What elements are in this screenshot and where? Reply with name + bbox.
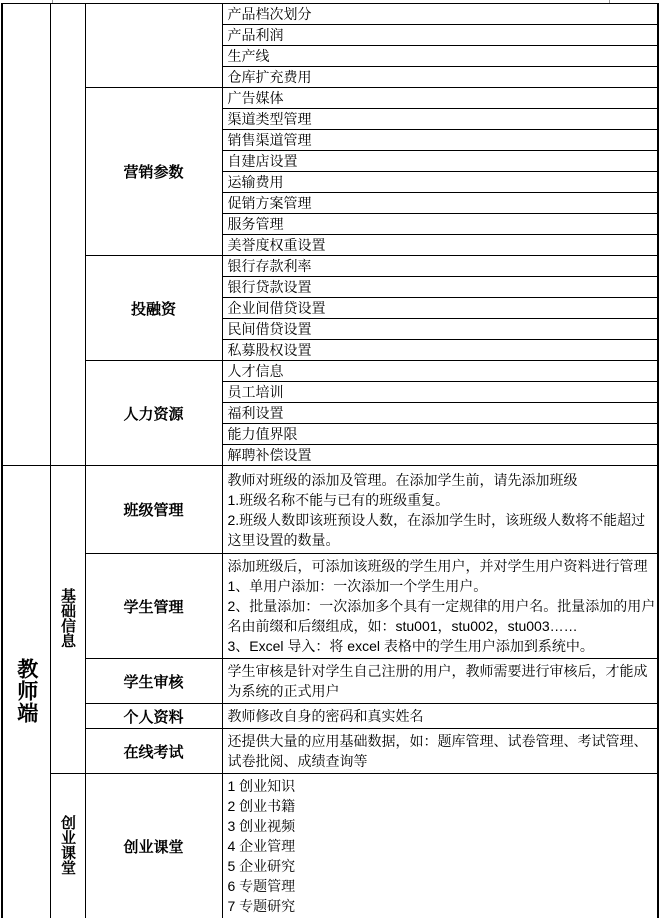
description-line: 3、Excel 导入：将 excel 表格中的学生用户添加到系统中。 [227, 638, 594, 654]
description-line: 学生审核是针对学生自己注册的用户，教师需要进行审核后，才能成 [227, 663, 648, 679]
description-line: 1、单用户添加：一次添加一个学生用户。 [227, 578, 488, 594]
feature-item: 福利设置 [222, 403, 658, 424]
description-line: 试卷批阅、成绩查询等 [227, 753, 368, 769]
feature-item: 产品档次划分 [222, 4, 658, 25]
group-label-investment: 投融资 [85, 256, 222, 361]
group-label-hr: 人力资源 [85, 361, 222, 466]
feature-item: 销售渠道管理 [222, 130, 658, 151]
category-label-startup-class [50, 774, 85, 918]
feature-item: 私募股权设置 [222, 340, 658, 361]
description-line: 为系统的正式用户 [227, 683, 340, 699]
group-label-startup-class: 创业课堂 [85, 774, 222, 918]
description-line: 5 企业研究 [227, 858, 296, 874]
side-column-empty-cell [2, 4, 50, 466]
description-line: 1.班级名称不能与已有的班级重复。 [227, 491, 450, 508]
feature-item: 促销方案管理 [222, 193, 658, 214]
group-label-student-management: 学生管理 [85, 554, 222, 659]
feature-table [1, 3, 659, 918]
group-label-empty [85, 4, 222, 88]
description-line: 2.班级人数即该班预设人数，在添加学生时，该班级人数将不能超过 [227, 511, 646, 528]
feature-item: 人才信息 [222, 361, 658, 382]
feature-item: 生产线 [222, 46, 658, 67]
description-line: 3 创业视频 [227, 818, 296, 834]
description-cell-student-audit [222, 659, 658, 704]
feature-item: 产品利润 [222, 25, 658, 46]
description-line: 7 专题研究 [227, 898, 296, 914]
feature-item: 银行存款利率 [222, 256, 658, 277]
feature-item: 自建店设置 [222, 151, 658, 172]
description-cell-online-exam [222, 729, 658, 774]
feature-item: 仓库扩充费用 [222, 67, 658, 88]
feature-item: 员工培训 [222, 382, 658, 403]
feature-item: 解聘补偿设置 [222, 445, 658, 466]
description-line: 这里设置的数量。 [227, 531, 340, 548]
feature-item: 银行贷款设置 [222, 277, 658, 298]
description-cell-startup-class [222, 774, 658, 918]
feature-item: 民间借贷设置 [222, 319, 658, 340]
feature-item: 渠道类型管理 [222, 109, 658, 130]
description-line: 名由前缀和后缀组成，如：stu001，stu002，stu003…… [227, 618, 578, 634]
group-label-marketing-params: 营销参数 [85, 88, 222, 256]
startup-class-vertical-text: 创业课堂 [59, 814, 76, 875]
feature-item: 美誉度权重设置 [222, 235, 658, 256]
description-line: 2、批量添加：一次添加多个具有一定规律的用户名。批量添加的用户 [227, 598, 656, 614]
description-line: 1 创业知识 [227, 778, 296, 794]
description-line: 4 企业管理 [227, 838, 296, 854]
feature-item: 能力值界限 [222, 424, 658, 445]
category-label-basic-info [50, 466, 85, 774]
description-line: 教师修改自身的密码和真实姓名 [227, 708, 424, 724]
description-cell-class-management [222, 466, 658, 554]
feature-item: 广告媒体 [222, 88, 658, 109]
feature-item: 服务管理 [222, 214, 658, 235]
section-label-teacher-side [2, 466, 50, 918]
group-label-personal-profile: 个人资料 [85, 704, 222, 729]
description-line: 还提供大量的应用基础数据，如：题库管理、试卷管理、考试管理、 [227, 733, 648, 749]
feature-item: 企业间借贷设置 [222, 298, 658, 319]
category-column-empty-cell [50, 4, 85, 466]
description-line: 6 专题管理 [227, 878, 296, 894]
description-line: 2 创业书籍 [227, 798, 296, 814]
description-line: 教师对班级的添加及管理。在添加学生前，请先添加班级 [227, 471, 578, 488]
group-label-class-management: 班级管理 [85, 466, 222, 554]
feature-item: 运输费用 [222, 172, 658, 193]
group-label-student-audit: 学生审核 [85, 659, 222, 704]
group-label-online-exam: 在线考试 [85, 729, 222, 774]
teacher-side-vertical-text: 教师端 [14, 657, 38, 724]
description-line: 添加班级后，可添加该班级的学生用户，并对学生用户资料进行管理 [227, 558, 648, 574]
basic-info-vertical-text: 基础信息 [59, 588, 76, 648]
description-cell-student-management [222, 554, 658, 659]
description-cell-personal-profile [222, 704, 658, 729]
